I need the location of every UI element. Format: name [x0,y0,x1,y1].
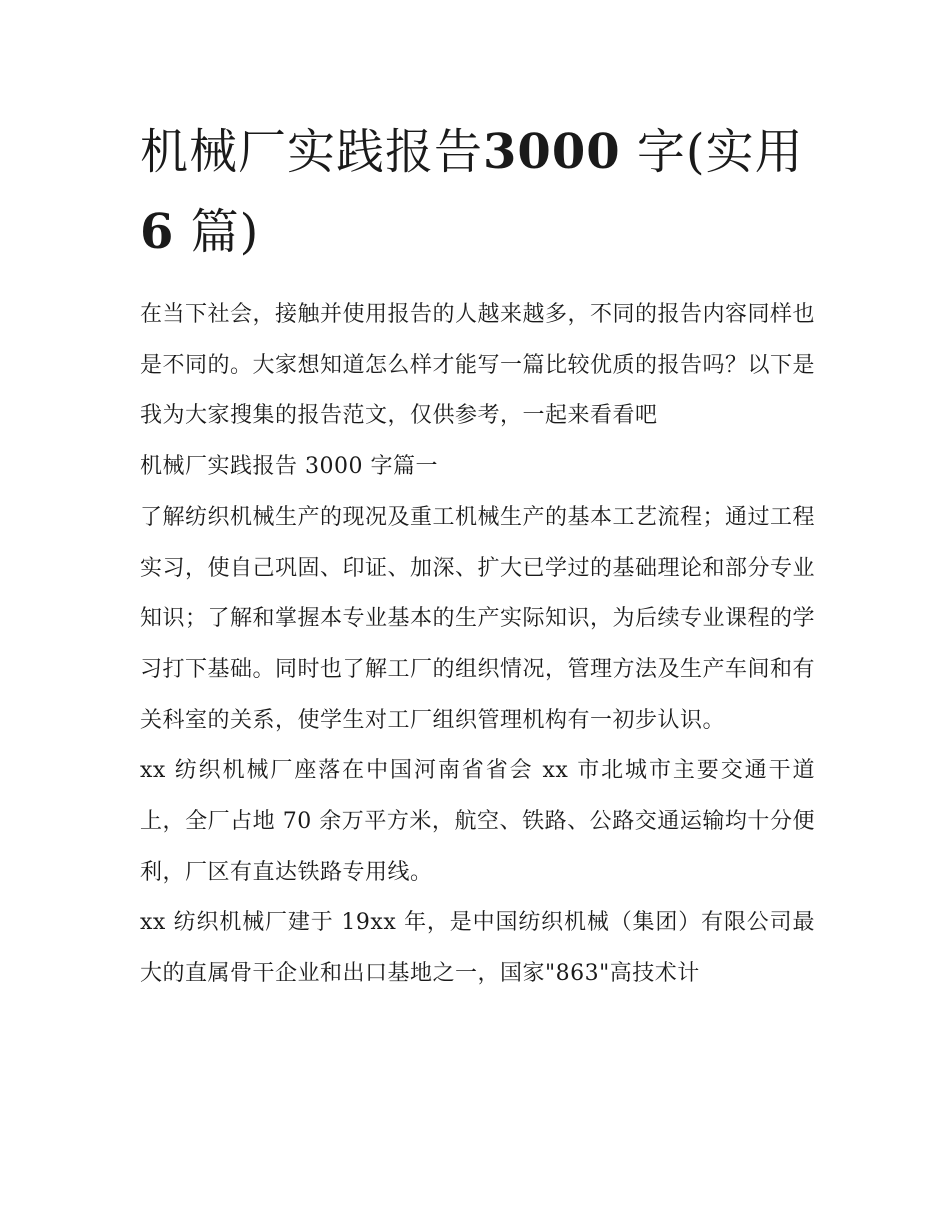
intro-paragraph: 在当下社会，接触并使用报告的人越来越多，不同的报告内容同样也是不同的。大家想知道怎么样才能写一篇比较优质的报告吗？以下是我为大家搜集的报告范文，仅供参考，一起来看看吧 [140,302,816,429]
title-number-1: 3000 [483,124,621,180]
document-title [140,112,815,272]
section-heading: 机械厂实践报告 3000 字篇一 [140,454,438,480]
document-body [140,290,815,1000]
body-paragraph: xx 纺织机械厂座落在中国河南省省会 xx 市北城市主要交通干道上，全厂占地 70 余万平方米，航空、铁路、公路交通运输均十分便利，厂区有直达铁路专用线。 [140,758,815,885]
body-paragraph: 了解纺织机械生产的现况及重工机械生产的基本工艺流程；通过工程实习，使自己巩固、印证、加深、扩大已学过的基础理论和部分专业知识；了解和掌握本专业基本的生产实际知识，为后续专业课程的学习打下基础。同时也了解工厂的组织情况，管理方法及生产车间和有关科室的关系，使学生对工厂组织管理机构有一初步认识。 [140,504,816,733]
title-text-3: 篇) [174,204,260,260]
document-content [140,112,815,1000]
body-paragraph: xx 纺织机械厂建于 19xx 年，是中国纺织机械（集团）有限公司最大的直属骨干企业和出口基地之一，国家"863"高技术计 [140,910,815,987]
title-text-2: 字(实用 [620,124,804,180]
title-number-2: 6 [140,204,175,260]
title-text-1: 机械厂实践报告 [140,124,484,180]
